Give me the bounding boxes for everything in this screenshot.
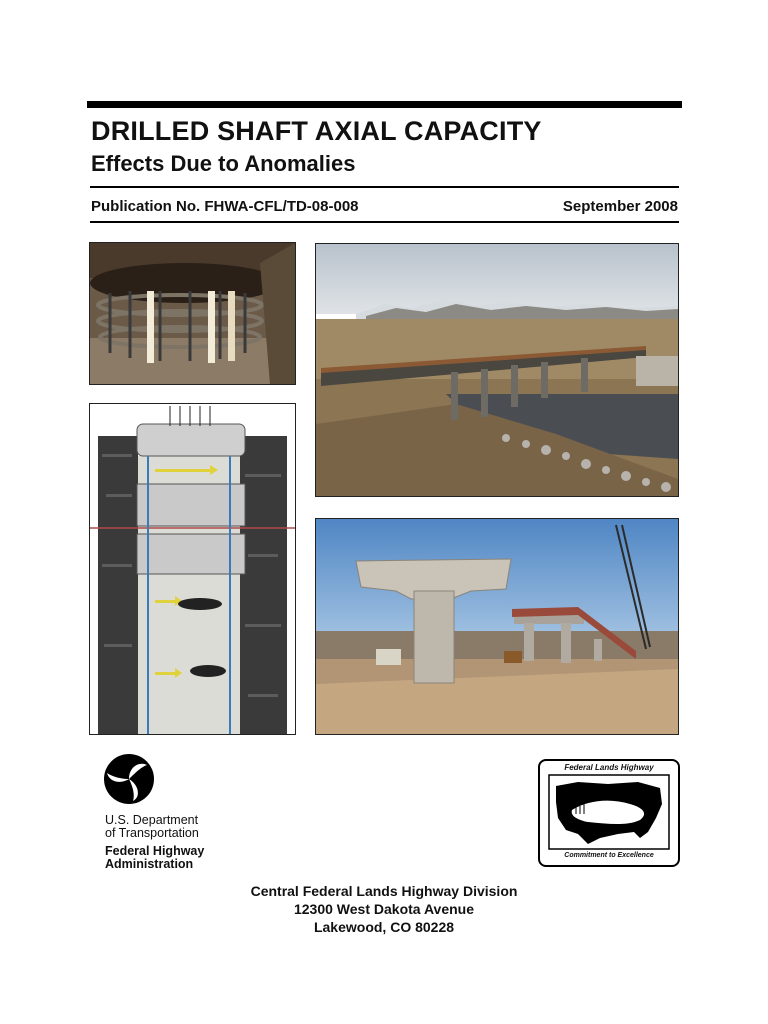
document-title: DRILLED SHAFT AXIAL CAPACITY [91,116,542,146]
bridge-pier-photo [315,518,679,735]
us-map-icon [548,774,670,850]
divider-rule-1 [90,186,679,188]
publication-date: September 2008 [562,198,678,215]
dot-line-4: Administration [105,857,194,871]
rebar-cage-photo [89,242,296,385]
fl-badge-top-text: Federal Lands Highway [564,763,654,772]
document-subtitle: Effects Due to Anomalies [91,151,356,176]
address-line-1: Central Federal Lands Highway Division [250,883,518,899]
drilled-shaft-diagram [89,403,296,735]
dot-line-2: of Transportation [105,826,199,840]
address-line-2: 12300 West Dakota Avenue [293,901,474,917]
division-address [0,882,768,936]
dot-line-1: U.S. Department [105,813,199,827]
bridge-construction-photo [315,243,679,497]
fl-badge-bottom-text: Commitment to Excellence [564,852,654,859]
divider-rule-2 [90,221,679,223]
dot-logo-icon [103,753,155,805]
address-line-3: Lakewood, CO 80228 [313,919,455,935]
dot-agency-text [105,814,204,871]
publication-number: Publication No. FHWA-CFL/TD-08-008 [91,198,359,215]
top-thick-rule [87,101,682,108]
dot-line-3: Federal Highway [105,844,205,858]
federal-lands-badge [538,759,680,867]
